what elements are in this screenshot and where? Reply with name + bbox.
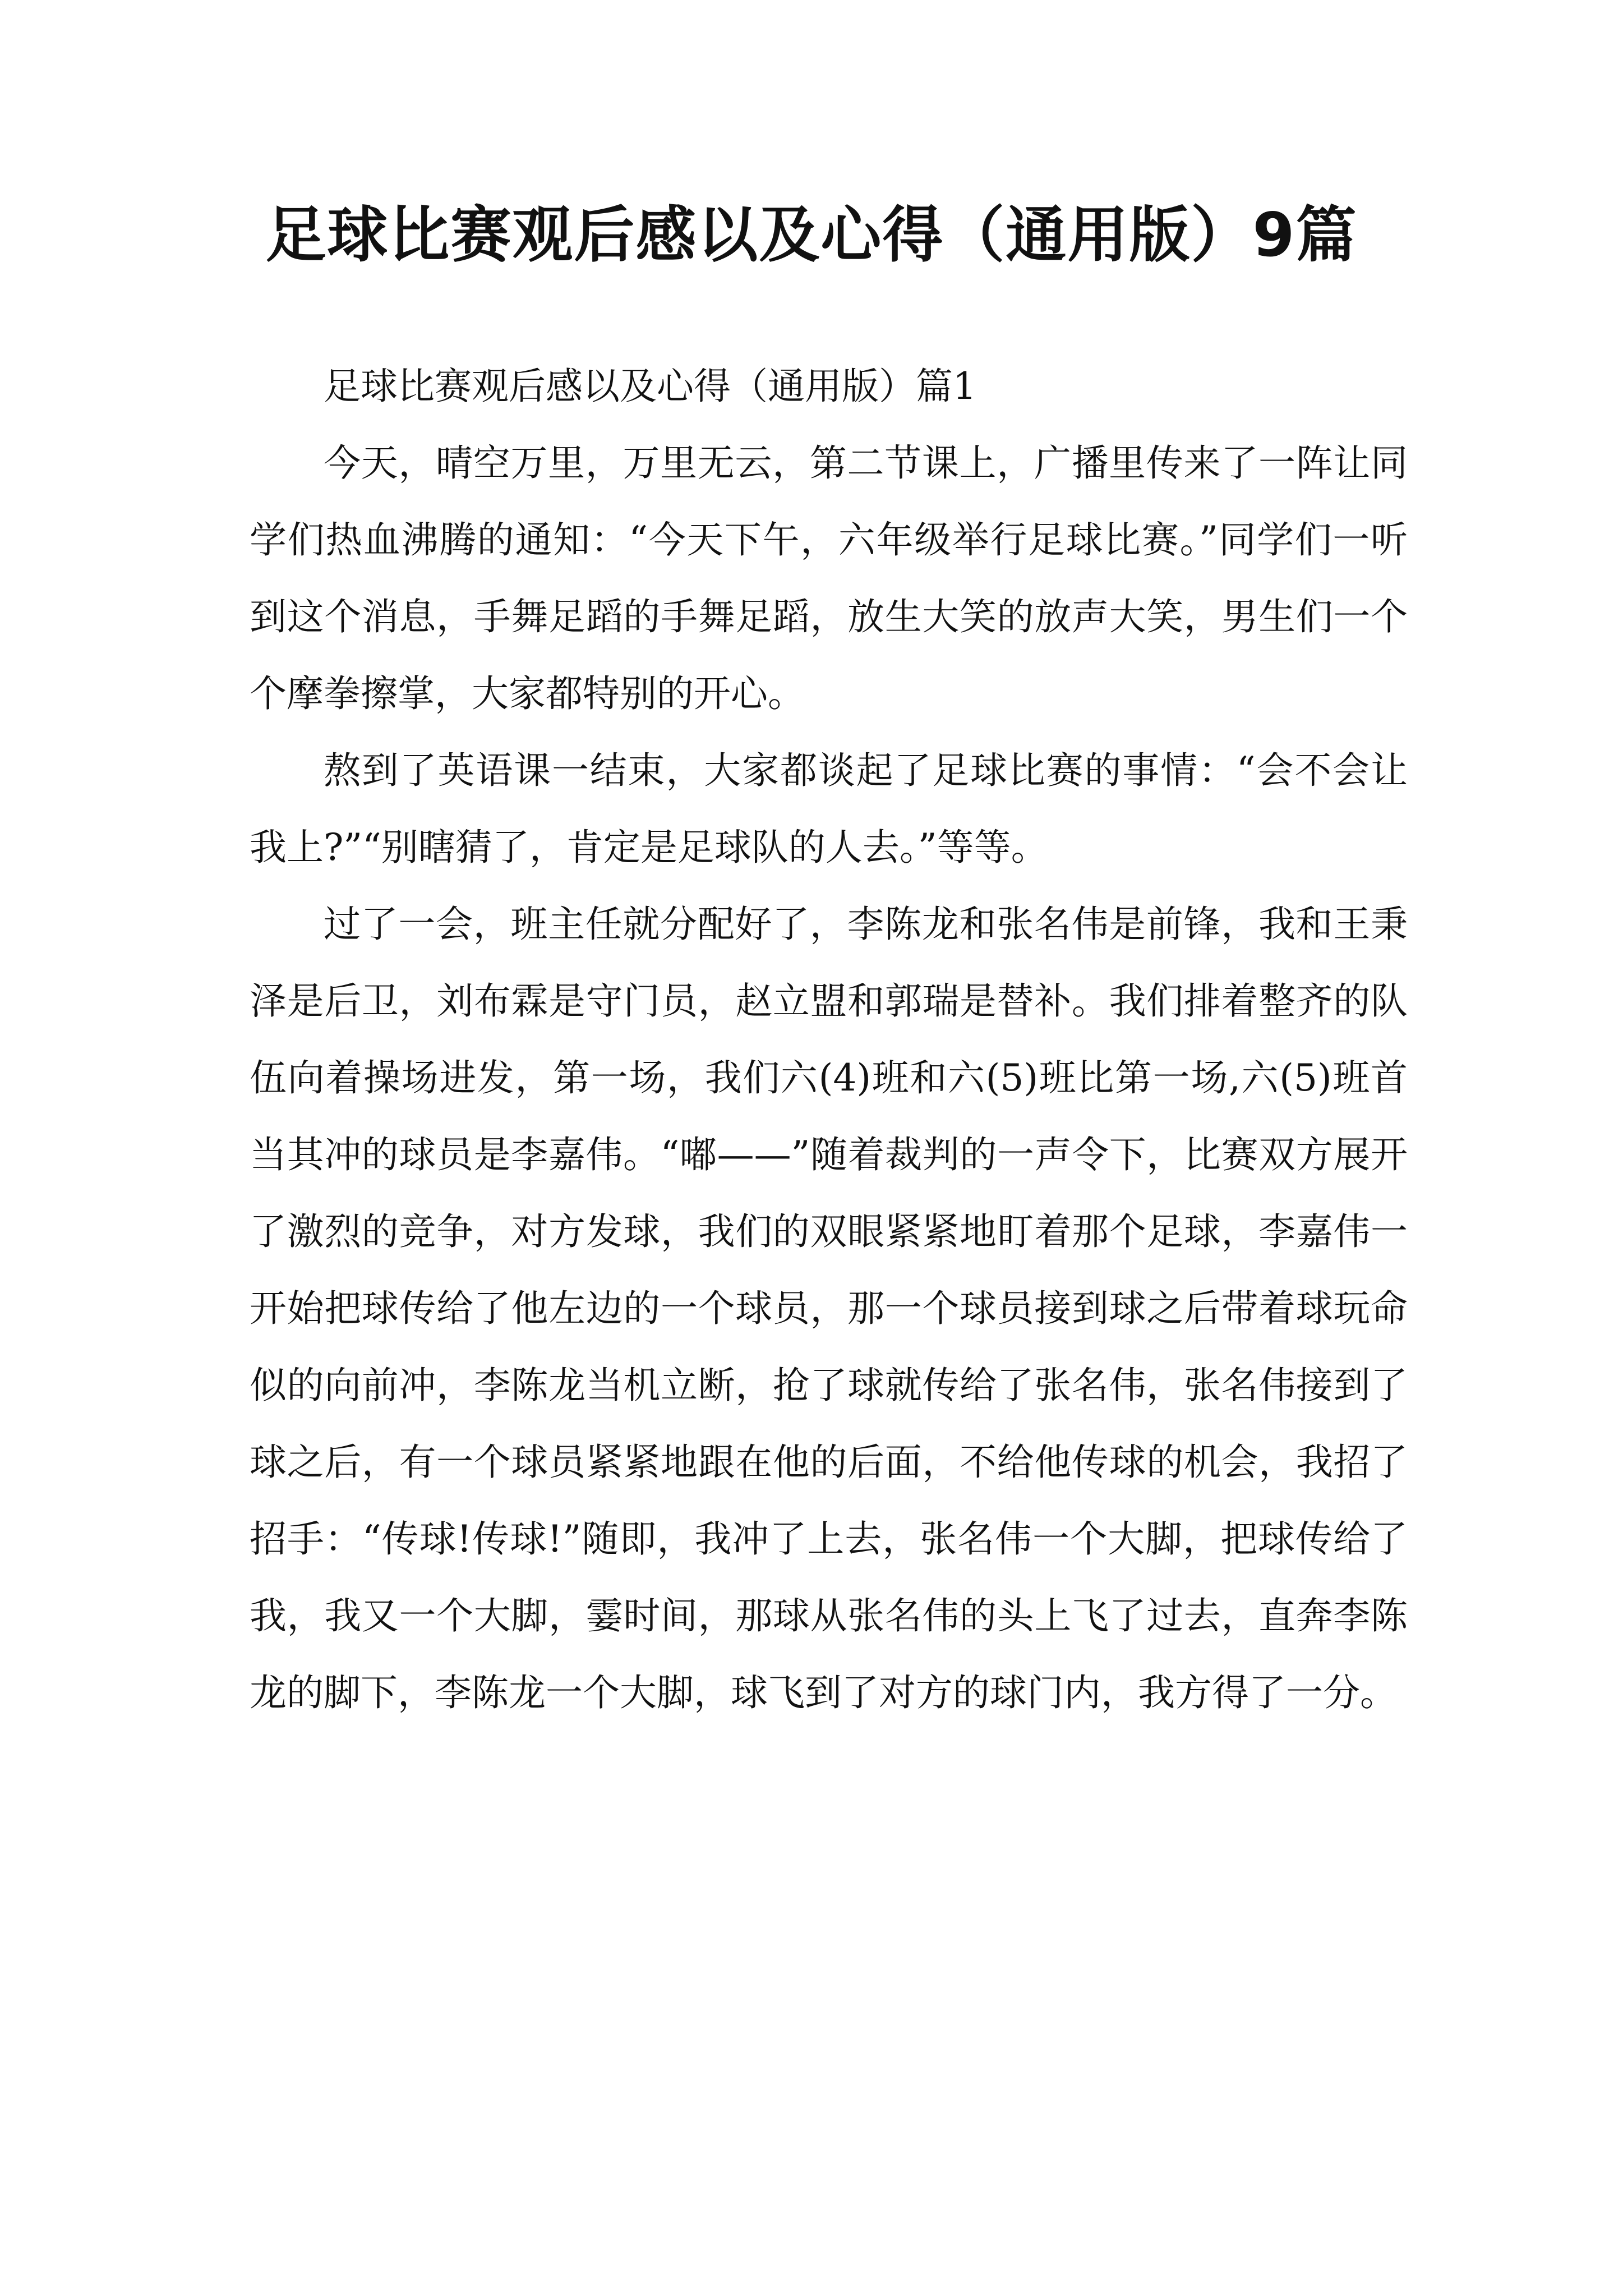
paragraph: 今天，晴空万里，万里无云，第二节课上，广播里传来了一阵让同学们热血沸腾的通知：“今天下午，六年级举行足球比赛。”同学们一听到这个消息，手舞足蹈的手舞足蹈，放生大笑的放声大笑，男生们一个个摩拳擦掌，大家都特别的开心。: [250, 441, 1408, 715]
paragraph: 熬到了英语课一结束，大家都谈起了足球比赛的事情：“会不会让我上?”“别瞎猜了，肯定是足球队的人去。”等等。: [250, 749, 1408, 869]
document-title: 足球比赛观后感以及心得（通用版）9篇: [265, 200, 1358, 270]
document-body: [250, 348, 1408, 1731]
paragraph: 过了一会，班主任就分配好了，李陈龙和张名伟是前锋，我和王秉泽是后卫，刘布霖是守门员，赵立盟和郭瑞是替补。我们排着整齐的队伍向着操场进发，第一场，我们六(4)班和六(5)班比第一场,六(5)班首当其冲的球员是李嘉伟。“嘟——”随着裁判的一声令下，比赛双方展开了激烈的竞争，对方发球，我们的双眼紧紧地盯着那个足球，李嘉伟一开始把球传给了他左边的一个球员，那一个球员接到球之后带着球玩命似的向前冲，李陈龙当机立断，抢了球就传给了张名伟，张名伟接到了球之后，有一个球员紧紧地跟在他的后面，不给他传球的机会，我招了招手：“传球!传球!”随即，我冲了上去，张名伟一个大脚，把球传给了我，我又一个大脚，霎时间，那球从张名伟的头上飞了过去，直奔李陈龙的脚下，李陈龙一个大脚，球飞到了对方的球门内，我方得了一分。: [250, 903, 1408, 1714]
section-heading: 足球比赛观后感以及心得（通用版）篇1: [324, 365, 976, 408]
